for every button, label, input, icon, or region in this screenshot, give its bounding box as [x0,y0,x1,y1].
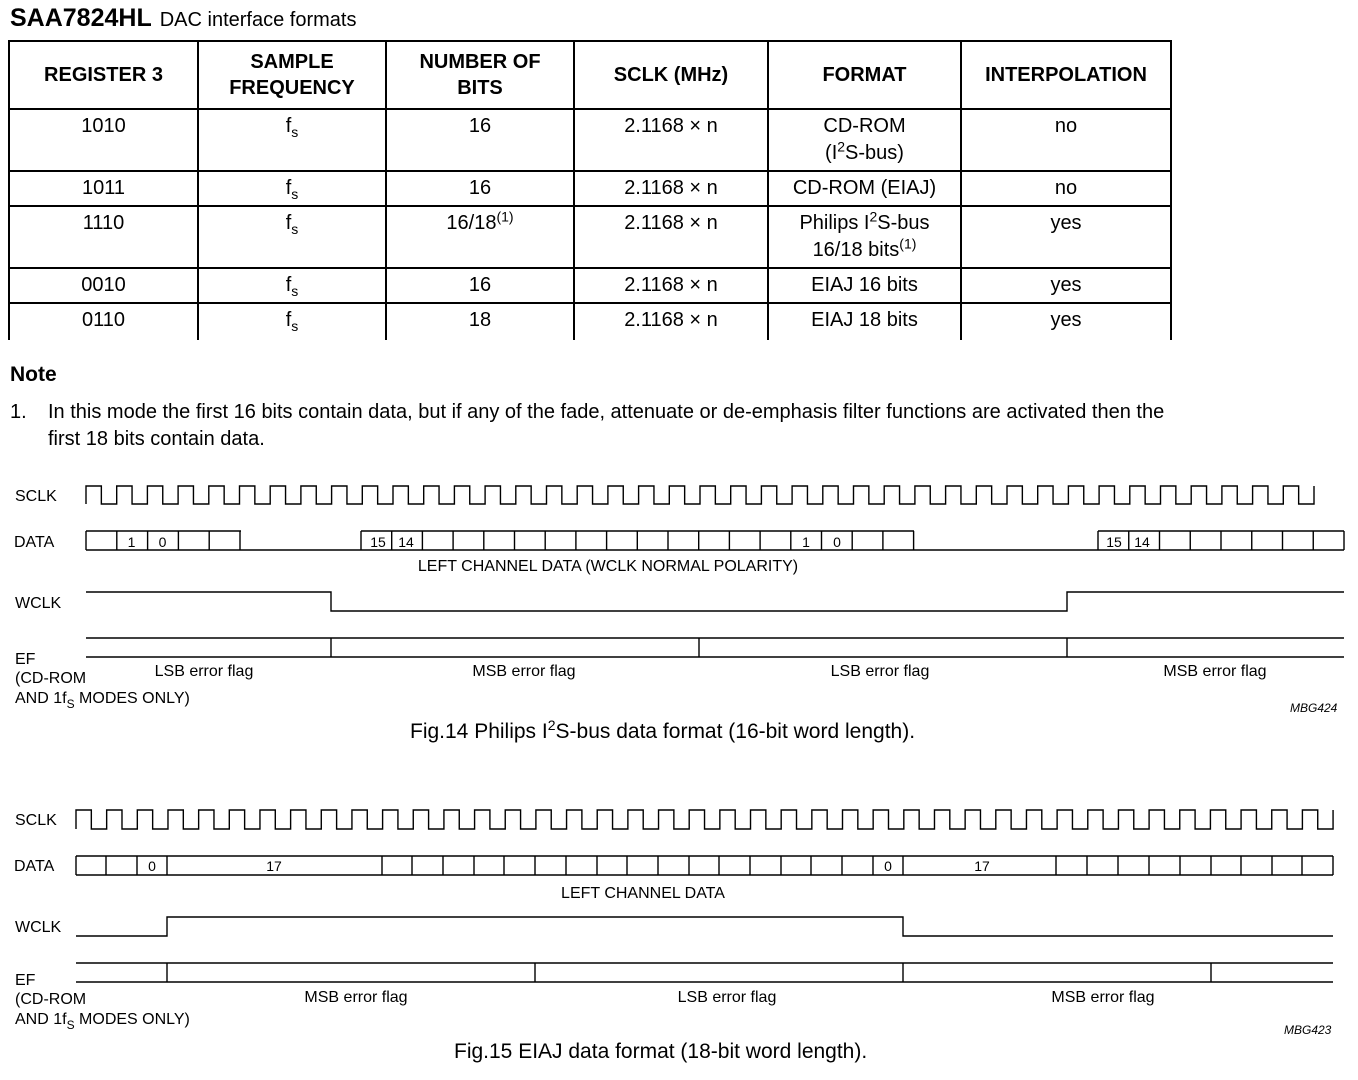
freq-sub: s [291,186,299,202]
col-header: SCLK (MHz) [574,41,768,109]
ef-mode-text: MODES ONLY) [74,690,190,707]
wclk-waveform [86,592,1344,611]
freq-sub: s [291,124,299,140]
format-cell [768,206,961,268]
sclk-label: SCLK [15,812,57,829]
format-text: 16/18 bits [812,239,900,261]
interpolation-cell: no [961,171,1171,206]
data-bit-cell-group [76,856,1333,875]
table-row [9,109,1171,171]
data-bit-label: 15 [370,534,386,550]
note-heading: Note [10,363,57,386]
ef-flag-label: LSB error flag [154,663,254,680]
format-text: (I [825,142,838,164]
data-bit-label: 15 [1106,534,1122,550]
ef-flag-label: MSB error flag [1051,989,1155,1006]
table-row [9,303,1171,340]
bits-sup: (1) [496,208,514,225]
fig14-caption [410,717,916,744]
sclk-cell: 2.1168 × n [574,109,768,171]
ef-flag-label: LSB error flag [677,989,777,1006]
wclk-label: WCLK [15,595,62,612]
wclk-waveform [76,917,1333,936]
ef-mode-text: AND 1f [15,1011,67,1028]
sclk-cell: 2.1168 × n [574,206,768,268]
ef-label: EF [15,972,36,989]
freq-sub: s [291,318,299,334]
sclk-cell: 2.1168 × n [574,303,768,340]
col-header: FORMAT [768,41,961,109]
dac-format-table [8,40,1172,340]
caption-text: S-bus data format (16-bit word length). [555,720,916,743]
col-header-text: SAMPLE FREQUENCY [229,51,355,99]
data-bit-label: 0 [833,534,841,550]
register-cell: 1010 [9,109,198,171]
note-number: 1. [10,401,27,423]
fig15-caption: Fig.15 EIAJ data format (18-bit word length). [454,1040,868,1063]
table-header-row [9,41,1171,109]
sclk-cell: 2.1168 × n [574,268,768,303]
part-number: SAA7824HL [10,4,152,32]
format-text: S-bus [877,212,930,234]
data-bit-label: 0 [884,858,892,874]
format-cell: EIAJ 16 bits [768,268,961,303]
col-header-text: NUMBER OF BITS [419,51,541,99]
col-header: REGISTER 3 [9,41,198,109]
ef-mode-sub: S [66,697,75,710]
ef-mode-label: (CD-ROM [15,991,87,1008]
ef-flag-label: MSB error flag [1163,663,1267,680]
format-sup: 2 [869,208,878,225]
ef-mode-text: AND 1f [15,690,67,707]
data-label: DATA [14,858,55,875]
data-caption: LEFT CHANNEL DATA [561,885,725,902]
format-text: CD-ROM [823,115,906,137]
data-bit-cells [86,531,1344,550]
sclk-waveform [76,810,1333,829]
freq-sub: s [291,283,299,299]
frequency-cell [198,206,386,268]
freq-text: f [285,115,292,137]
sclk-label: SCLK [15,488,57,505]
caption-text: Fig.14 Philips I [410,720,548,743]
ef-waveform [86,638,1344,657]
ef-label: EF [15,651,36,668]
data-bit-cells [76,856,1333,875]
ef-waveform [76,963,1333,982]
freq-text: f [285,309,292,331]
ef-mode-label [15,1011,190,1032]
register-cell: 0110 [9,303,198,340]
data-bit-label: 0 [158,534,167,550]
frequency-cell [198,109,386,171]
frequency-cell [198,303,386,340]
data-caption: LEFT CHANNEL DATA (WCLK NORMAL POLARITY) [417,558,799,575]
format-sup: (1) [899,235,917,252]
ef-mode-label [15,690,190,710]
data-bit-label: 14 [398,534,414,550]
ef-mode-text: MODES ONLY) [74,1011,190,1028]
bits-text: 16/18 [446,212,497,234]
ef-flag-label: MSB error flag [472,663,576,680]
data-bit-label: 14 [1134,534,1150,550]
sclk-waveform [86,486,1314,504]
interpolation-cell: yes [961,303,1171,340]
section-title: DAC interface formats [159,9,357,31]
ef-mode-sub: S [66,1018,75,1032]
figure-ref: MBG424 [1290,701,1338,715]
interpolation-cell: yes [961,206,1171,268]
data-bit-label: 17 [266,858,282,874]
bits-cell: 16 [386,171,574,206]
ef-flag-label: LSB error flag [830,663,930,680]
format-cell: EIAJ 18 bits [768,303,961,340]
bits-cell [386,206,574,268]
freq-sub: s [291,221,299,237]
wclk-label: WCLK [15,919,62,936]
interpolation-cell: no [961,109,1171,171]
format-text: S-bus) [845,142,904,164]
bits-cell: 18 [386,303,574,340]
format-cell: CD-ROM (EIAJ) [768,171,961,206]
data-label: DATA [14,534,55,551]
format-cell [768,109,961,171]
data-bit-cell-group [361,531,914,550]
format-text: Philips I [799,212,870,234]
table-row [9,206,1171,268]
col-header: INTERPOLATION [961,41,1171,109]
col-header [198,41,386,109]
bits-cell: 16 [386,268,574,303]
fig14-timing-diagram [0,470,1358,710]
page-header [10,4,356,38]
data-bit-label: 0 [148,858,156,874]
data-bit-label: 1 [127,534,136,550]
note-text: In this mode the first 16 bits contain data, but if any of the fade, attenuate or de-emphasis filter functions are activated then the first 18 bits contain data. [48,401,1165,450]
frequency-cell [198,171,386,206]
bits-cell: 16 [386,109,574,171]
ef-mode-label: (CD-ROM [15,670,87,687]
freq-text: f [285,212,292,234]
register-cell: 1110 [9,206,198,268]
ef-flag-label: MSB error flag [304,989,408,1006]
table-row [9,171,1171,206]
caption-sup: 2 [547,717,556,733]
register-cell: 1011 [9,171,198,206]
data-bit-label: 17 [974,858,990,874]
table-row [9,268,1171,303]
frequency-cell [198,268,386,303]
fig15-timing-diagram [0,795,1358,1035]
format-sup: 2 [837,138,846,155]
interpolation-cell: yes [961,268,1171,303]
freq-text: f [285,177,292,199]
col-header [386,41,574,109]
data-bit-label: 1 [802,534,810,550]
sclk-cell: 2.1168 × n [574,171,768,206]
register-cell: 0010 [9,268,198,303]
figure-ref: MBG423 [1284,1023,1332,1037]
freq-text: f [285,274,292,296]
